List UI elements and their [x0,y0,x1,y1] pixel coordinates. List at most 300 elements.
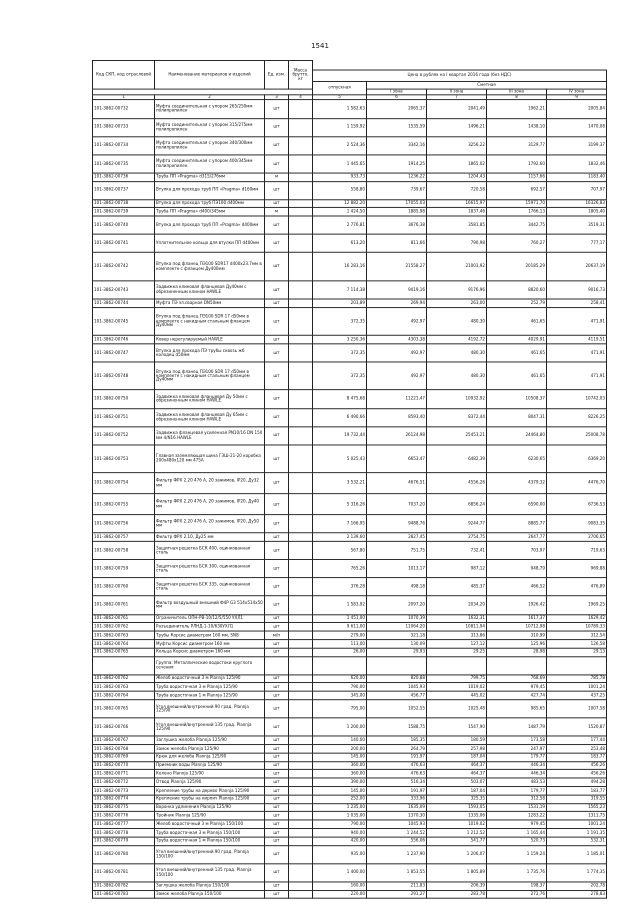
cell-price-zone-2: 257,98 [427,745,487,753]
cell-code: 101-3862-00733 [93,118,155,136]
cell-unit: шт [265,700,289,718]
cell-mass [289,691,313,699]
table-row [93,307,607,335]
cell-price-zone-1: 2827,45 [367,533,427,541]
group-empty-cell [547,656,607,674]
cell-price-release: 933,73 [313,173,367,181]
cell-price-zone-1: 492,97 [367,307,427,335]
cell-name: Защитная решетка БСК 400, оцинкованная сталь [155,541,265,559]
cell-price-release: 145,00 [313,787,367,795]
cell-price-zone-2: 1335,06 [427,812,487,820]
cell-name: Задвижка фланцевая усиленная PN10/16 DN 150 мм 4/N16 HAWLE [155,426,265,444]
cell-price-zone-1: 811,66 [367,234,427,252]
group-empty-cell [487,656,547,674]
header-mass: Масса брутто, кг [289,60,313,89]
table-row [93,845,607,863]
cell-price-zone-3: 1438,10 [487,118,547,136]
table-row [93,691,607,699]
cell-name: Крюк для желоба Plannja 125/90 [155,753,265,761]
cell-price-zone-2: 987,12 [427,560,487,578]
cell-price-zone-2: 16615,97 [427,199,487,207]
cell-price-release: 935,00 [313,845,367,863]
cell-code: 101-3862-00772 [93,778,155,786]
cell-price-zone-4: 258,41 [547,299,607,307]
cell-price-zone-2: 1496,21 [427,118,487,136]
cell-price-zone-2: 732,41 [427,541,487,559]
cell-mass [289,362,313,390]
cell-unit: шт [265,344,289,362]
cell-price-zone-3: 24464,80 [487,426,547,444]
cell-name: Защитная решетка БСК 300, оцинкованная сталь [155,560,265,578]
cell-price-release: 1 445,65 [313,155,367,173]
cell-code: 101-3862-00759 [93,560,155,578]
cell-unit: шт [265,675,289,683]
table-row [93,820,607,828]
header-zone-2: II зона [427,89,487,95]
cell-price-zone-4: 1 774,35 [547,863,607,881]
table-row [93,596,607,614]
cell-code: 101-3862-00744 [93,299,155,307]
cell-price-zone-3: 466,52 [487,578,547,596]
cell-price-zone-1: 17055,03 [367,199,427,207]
cell-price-zone-2: 187,04 [427,787,487,795]
cell-price-zone-3: 252,79 [487,299,547,307]
cell-price-zone-2: 1865,02 [427,155,487,173]
cell-name: Тройник Plannja 125/90 [155,812,265,820]
table-row [93,533,607,541]
cell-code: 101-3862-00747 [93,344,155,362]
cell-price-zone-3: 446,34 [487,761,547,769]
cell-price-zone-1: 26124,98 [367,426,427,444]
cell-price-zone-4: 1007,58 [547,700,607,718]
cell-price-zone-3: 125,96 [487,640,547,648]
cell-price-zone-2: 313,86 [427,631,487,639]
cell-price-zone-2: 1593,05 [427,803,487,811]
cell-price-zone-4: 456,26 [547,770,607,778]
cell-mass [289,837,313,845]
cell-unit: шт [265,745,289,753]
cell-price-release: 7 166,95 [313,515,367,533]
cell-price-zone-1: 321,18 [367,631,427,639]
cell-price-release: 140,00 [313,736,367,744]
table-row [93,753,607,761]
table-row [93,335,607,343]
cell-unit: шт [265,560,289,578]
cell-price-zone-1: 1052,55 [367,700,427,718]
cell-price-zone-4: 1 191,35 [547,828,607,836]
cell-mass [289,136,313,154]
cell-unit: шт [265,335,289,343]
cell-price-zone-1: 269,94 [367,299,427,307]
cell-price-zone-2: 1632,31 [427,614,487,622]
cell-mass [289,216,313,234]
cell-code: 101-3862-00766 [93,718,155,736]
cell-name: Труба водосточная 1 м Plannja 150/100 [155,837,265,845]
cell-mass [289,344,313,362]
cell-price-zone-1: 516,34 [367,778,427,786]
cell-code: 101-3862-00779 [93,837,155,845]
cell-code: 101-3862-00742 [93,253,155,281]
cell-unit: шт [265,408,289,426]
table-row [93,216,607,234]
cell-mass [289,494,313,515]
cell-code: 101-3862-00773 [93,787,155,795]
cell-mass [289,299,313,307]
cell-price-zone-1: 264,79 [367,745,427,753]
cell-mass [289,408,313,426]
cell-code: 101-3862-00778 [93,828,155,836]
cell-mass [289,803,313,811]
cell-unit: шт [265,281,289,299]
col-number: 4 [289,95,313,100]
cell-price-zone-3: 1 159,24 [487,845,547,863]
cell-price-zone-2: 464,37 [427,761,487,769]
cell-price-zone-4: 29,13 [547,648,607,656]
cell-code: 101-3862-00763 [93,631,155,639]
cell-unit: шт [265,778,289,786]
cell-mass [289,390,313,408]
table-row [93,253,607,281]
table-row [93,718,607,736]
cell-code: 101-3862-00734 [93,136,155,154]
cell-price-zone-4: 183,77 [547,787,607,795]
cell-mass [289,541,313,559]
cell-price-zone-2: 485,37 [427,578,487,596]
cell-unit: шт [265,890,289,898]
cell-mass [289,753,313,761]
cell-price-zone-1: 820,88 [367,675,427,683]
table-row [93,882,607,890]
cell-price-zone-1: 211,83 [367,882,427,890]
cell-price-zone-4: 1 185,01 [547,845,607,863]
cell-price-zone-1: 1070,39 [367,614,427,622]
cell-price-zone-3: 2647,77 [487,533,547,541]
cell-price-zone-4: 319,55 [547,795,607,803]
cell-price-zone-1: 291,27 [367,890,427,898]
table-row [93,675,607,683]
cell-price-zone-3: 1792,60 [487,155,547,173]
cell-price-zone-3: 483,53 [487,778,547,786]
cell-unit: шт [265,362,289,390]
cell-price-release: 390,00 [313,778,367,786]
cell-price-zone-3: 461,65 [487,307,547,335]
cell-mass [289,560,313,578]
cell-price-release: 1 424,50 [313,208,367,216]
cell-unit: шт [265,691,289,699]
table-row [93,812,607,820]
table-row [93,795,607,803]
cell-price-zone-4: 785,78 [547,675,607,683]
cell-price-zone-2: 464,37 [427,770,487,778]
cell-code: 101-3862-00764 [93,691,155,699]
cell-price-zone-2: 2041,49 [427,100,487,118]
cell-unit: шт [265,473,289,494]
cell-price-zone-2: 1019,02 [427,683,487,691]
cell-code: 101-3862-00781 [93,863,155,881]
cell-price-release: 372,35 [313,362,367,390]
table-row [93,648,607,656]
cell-price-zone-2: 2754,75 [427,533,487,541]
cell-price-zone-2: 480,30 [427,307,487,335]
cell-price-release: 220,00 [313,890,367,898]
cell-price-zone-3: 979,45 [487,820,547,828]
cell-code: 101-3862-00774 [93,795,155,803]
cell-price-zone-4: 1001,24 [547,820,607,828]
cell-price-release: 279,00 [313,631,367,639]
cell-price-zone-3: 3129,77 [487,136,547,154]
cell-mass [289,845,313,863]
header-price-caption: Цена в рублях на I квартал 2016 года (без НДС) [313,70,607,81]
cell-price-release: 6 490,66 [313,408,367,426]
cell-mass [289,890,313,898]
cell-name: Задвижка клиновая фланцевая Ду 50мм с обрезиненным клином HAWLE [155,390,265,408]
cell-price-zone-4: 494,28 [547,778,607,786]
cell-unit: шт [265,845,289,863]
cell-name: Труба водосточная 3 м Plannja 150/100 [155,828,265,836]
cell-name: Фильтр ФРХ 2.20 476 А, 20 зажимов, IP20, Ду50 мм [155,515,265,533]
cell-price-zone-3: 10712,98 [487,623,547,631]
page-number: 1541 [311,42,329,50]
cell-name: Замок желоба Plannja 125/90 [155,745,265,753]
cell-price-zone-3: 427,74 [487,691,547,699]
cell-price-release: 360,00 [313,770,367,778]
cell-price-zone-1: 1236,22 [367,173,427,181]
cell-name: Ограничитель ОПН-РВ-10/12/5/550 УХЛ1 [155,614,265,622]
cell-name: Втулка под фланец ПЭ100 SDR 17 d50мм в комплекте с накидным стальным фланцем Ду40мм [155,307,265,335]
cell-price-zone-4: 707,97 [547,181,607,199]
cell-price-release: 376,28 [313,578,367,596]
table-row [93,745,607,753]
cell-price-release: 790,00 [313,820,367,828]
cell-mass [289,234,313,252]
cell-price-release: 2 776,81 [313,216,367,234]
cell-price-zone-2: 1547,90 [427,718,487,736]
cell-code: 101-3862-00780 [93,845,155,863]
cell-price-zone-1: 8593,40 [367,408,427,426]
cell-code: 101-3862-00758 [93,541,155,559]
cell-price-zone-4: 456,26 [547,761,607,769]
cell-price-zone-3: 3442,75 [487,216,547,234]
cell-price-zone-1: 11064,20 [367,623,427,631]
col-number: 2 [155,95,265,100]
cell-code: 101-3862-00738 [93,199,155,207]
cell-price-zone-4: 253,48 [547,745,607,753]
cell-price-zone-3: 198,37 [487,882,547,890]
cell-price-zone-3: 312,58 [487,795,547,803]
cell-price-zone-1: 6653,47 [367,445,427,473]
cell-code: 101-3862-00770 [93,761,155,769]
cell-price-zone-4: 1969,25 [547,596,607,614]
cell-code: 101-3862-00741 [93,234,155,252]
cell-price-zone-3: 20185,29 [487,253,547,281]
cell-price-zone-1: 9488,76 [367,515,427,533]
cell-price-zone-1: 191,97 [367,787,427,795]
table-row [93,828,607,836]
cell-price-zone-1: 1370,30 [367,812,427,820]
cell-mass [289,828,313,836]
cell-unit: шт [265,882,289,890]
table-row [93,761,607,769]
table-row [93,299,607,307]
header-release: отпускная [313,81,367,94]
cell-price-release: 203,89 [313,299,367,307]
group-title: Группа: Металлические водостоки круглого сечения [155,656,265,674]
cell-name: Ковер нерегулируемый HAWLE [155,335,265,343]
cell-price-zone-2: 9176,96 [427,281,487,299]
cell-price-zone-3: 28,98 [487,648,547,656]
cell-price-release: 1 451,00 [313,614,367,622]
group-empty-cell [289,656,313,674]
cell-price-zone-2: 187,04 [427,753,487,761]
cell-code: 101-3862-00750 [93,390,155,408]
cell-name: Замок желоба Plannja 150/100 [155,890,265,898]
cell-unit: шт [265,787,289,795]
table-row [93,199,607,207]
cell-code: 101-3862-00777 [93,820,155,828]
cell-price-release: 620,00 [313,675,367,683]
cell-price-zone-2: 6482,39 [427,445,487,473]
cell-code: 101-3862-00769 [93,753,155,761]
header-name: Наименование материалов и изделий [155,60,265,89]
cell-mass [289,745,313,753]
cell-price-zone-2: 10811,94 [427,623,487,631]
cell-price-release: 200,00 [313,745,367,753]
table-row [93,408,607,426]
table-row [93,281,607,299]
cell-price-zone-4: 20637,19 [547,253,607,281]
cell-price-zone-4: 183,77 [547,753,607,761]
cell-unit: шт [265,623,289,631]
cell-mass [289,208,313,216]
cell-price-zone-1: 7037,20 [367,494,427,515]
cell-price-release: 1 583,92 [313,596,367,614]
cell-unit: шт [265,426,289,444]
cell-unit: шт [265,118,289,136]
cell-price-zone-3: 179,77 [487,753,547,761]
cell-price-zone-3: 15971,70 [487,199,547,207]
cell-price-zone-4: 1565,23 [547,803,607,811]
cell-price-zone-3: 979,45 [487,683,547,691]
cell-price-zone-3: 692,57 [487,181,547,199]
table-row [93,700,607,718]
cell-mass [289,199,313,207]
cell-unit: шт [265,648,289,656]
cell-code: 101-3862-00763 [93,683,155,691]
table-header [93,60,607,100]
cell-code: 101-3862-00748 [93,362,155,390]
cell-price-zone-3: 310,99 [487,631,547,639]
cell-price-release: 1 582,63 [313,100,367,118]
cell-code: 101-3862-00761 [93,596,155,614]
cell-name: Желоб водосточный 3 м Plannja 125/90 [155,675,265,683]
cell-mass [289,820,313,828]
cell-unit: шт [265,136,289,154]
cell-mass [289,614,313,622]
header-estimate: Сметная [367,81,607,89]
cell-mass [289,761,313,769]
cell-price-release: 145,00 [313,753,367,761]
cell-price-zone-3: 1 165,44 [487,828,547,836]
cell-name: Втулка для прохода ПЭ трубы сквозь жб колодец d50мм [155,344,265,362]
cell-price-zone-4: 1470,08 [547,118,607,136]
cell-price-zone-1: 492,97 [367,362,427,390]
cell-unit: шт [265,828,289,836]
cell-price-release: 252,00 [313,795,367,803]
cell-unit: шт [265,299,289,307]
cell-unit: шт [265,199,289,207]
cell-name: Втулка под фланец ПЭ100 SDR 17 d50мм в комплекте с накидным стальным фланцем Ду40мм [155,362,265,390]
table-row [93,837,607,845]
cell-price-release: 2 139,60 [313,533,367,541]
table-row [93,173,607,181]
cell-price-zone-2: 3256,22 [427,136,487,154]
cell-price-release: 16 283,16 [313,253,367,281]
cell-mass [289,778,313,786]
cell-price-zone-2: 2034,20 [427,596,487,614]
cell-code: 101-3862-00753 [93,445,155,473]
cell-price-release: 360,00 [313,761,367,769]
cell-name: Угол внешний/внутренний 135 град. Plannja 150/100 [155,863,265,881]
cell-price-zone-3: 179,77 [487,787,547,795]
cell-mass [289,812,313,820]
cell-unit: шт [265,837,289,845]
cell-code: 101-3862-00752 [93,426,155,444]
cell-price-zone-4: 1311,75 [547,812,607,820]
cell-mass [289,100,313,118]
cell-price-zone-4: 777,17 [547,234,607,252]
cell-price-zone-2: 21003,92 [427,253,487,281]
cell-price-zone-1: 556,06 [367,837,427,845]
cell-unit: шт [265,515,289,533]
cell-unit: шт [265,614,289,622]
cell-name: Муфта соединительная с упором 400/345мм полипропилен [155,155,265,173]
cell-unit: шт [265,494,289,515]
cell-price-release: 5 025,43 [313,445,367,473]
cell-price-zone-1: 2065,37 [367,100,427,118]
cell-price-zone-1: 1013,17 [367,560,427,578]
cell-mass [289,683,313,691]
cell-code: 101-3862-00743 [93,281,155,299]
price-table [92,60,607,899]
cell-price-zone-4: 25008,78 [547,426,607,444]
cell-code: 101-3862-00762 [93,623,155,631]
cell-mass [289,675,313,683]
cell-price-zone-2: 4192,72 [427,335,487,343]
cell-price-zone-1: 456,77 [367,691,427,699]
cell-unit: шт [265,181,289,199]
cell-mass [289,307,313,335]
cell-price-zone-4: 4476,70 [547,473,607,494]
cell-mass [289,515,313,533]
cell-price-zone-3: 4379,32 [487,473,547,494]
cell-price-zone-4: 4119,51 [547,335,607,343]
cell-code: 101-3862-00745 [93,307,155,335]
cell-price-zone-2: 29,25 [427,648,487,656]
cell-price-zone-1: 9419,16 [367,281,427,299]
cell-name: Угол внешний/внутренний 90 град. Plannja 125/90 [155,700,265,718]
cell-price-zone-2: 480,30 [427,344,487,362]
table-row [93,623,607,631]
cell-mass [289,640,313,648]
table-row [93,136,607,154]
cell-price-release: 160,00 [313,882,367,890]
cell-price-zone-2: 1 206,07 [427,845,487,863]
cell-unit: шт [265,390,289,408]
cell-unit: шт [265,541,289,559]
cell-unit: шт [265,596,289,614]
cell-code: 101-3862-00765 [93,648,155,656]
cell-price-zone-3: 8885,77 [487,515,547,533]
